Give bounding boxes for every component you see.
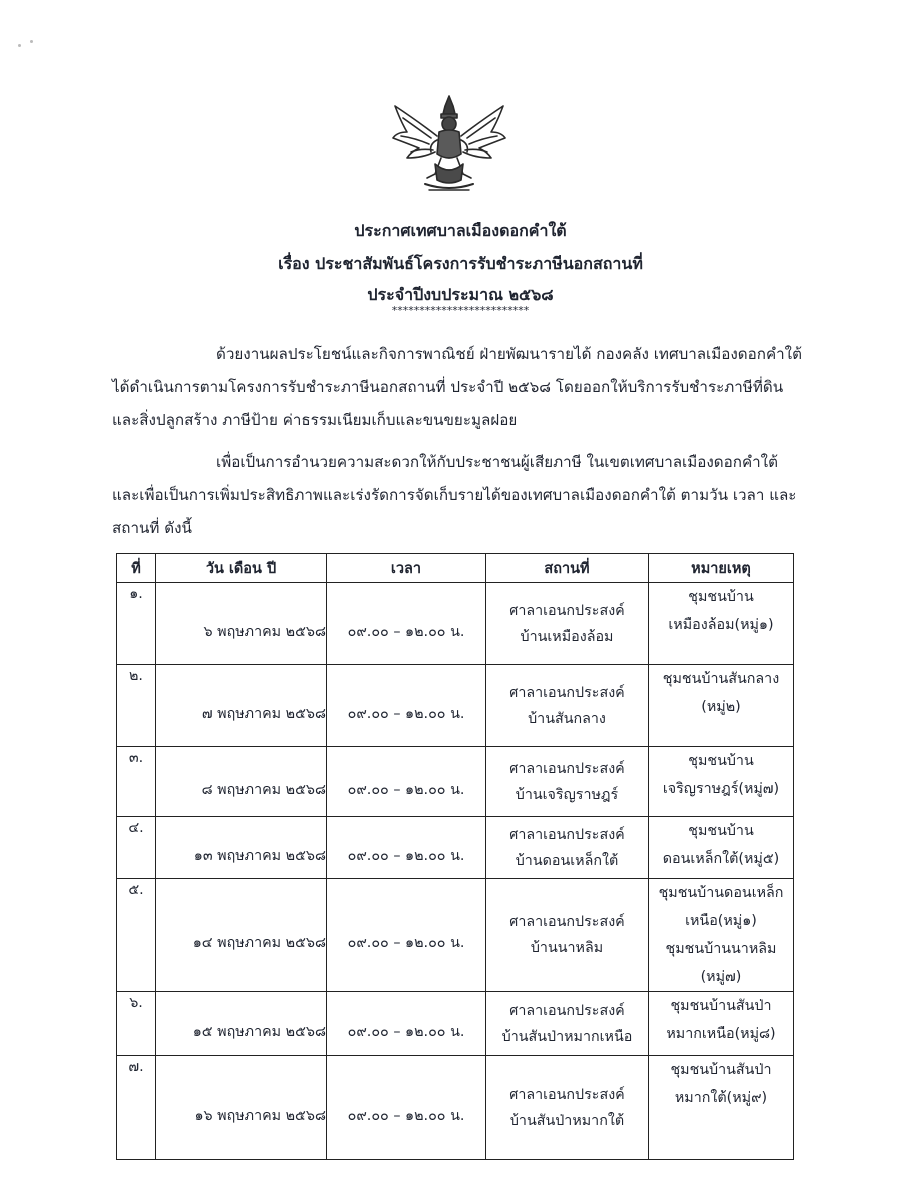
paragraph-1-text: ด้วยงานผลประโยชน์และกิจการพาณิชย์ ฝ่ายพัฒนารายได้ กองคลัง เทศบาลเมืองดอกคำใต้ ได้ดำเนินการตามโครงการรับชำระภาษีนอกสถานที่ ประจำปี ๒๕๖๘ โดยออกให้บริการรับชำระภาษีที่ดินและสิ่งปลูกสร้าง ภาษีป้าย ค่าธรรมเนียมเก็บและขนขยะมูลฝอย	[112, 345, 802, 429]
note-line-4: (หมู่๗)	[700, 969, 742, 985]
scan-speck	[18, 44, 21, 47]
row-note	[649, 1056, 794, 1160]
row-no: ๓.	[117, 747, 156, 817]
row-time	[327, 817, 486, 879]
row-time	[327, 583, 486, 665]
place-line-2: บ้านสันกลาง	[528, 710, 606, 727]
row-time	[327, 747, 486, 817]
place-line-1: ศาลาเอนกประสงค์	[509, 914, 625, 930]
row-date-text: ๗ พฤษภาคม ๒๕๖๘	[201, 705, 326, 722]
note-line-2: หมากใต้(หมู่๙)	[674, 1090, 768, 1106]
header-note: หมายเหตุ	[649, 554, 794, 583]
schedule-table	[116, 553, 794, 1160]
row-no: ๑.	[117, 583, 156, 665]
row-place	[486, 583, 649, 665]
note-line-1: ชุมชนบ้านสันป่า	[670, 998, 772, 1014]
row-date-text: ๑๓ พฤษภาคม ๒๕๖๘	[193, 847, 326, 864]
row-time	[327, 1056, 486, 1160]
note-line-3: ชุมชนบ้านนาหลิม	[665, 941, 777, 957]
place-line-2: บ้านเจริญราษฎร์	[515, 786, 619, 803]
place-line-2: บ้านนาหลิม	[530, 940, 604, 956]
row-note	[649, 879, 794, 992]
row-date	[156, 583, 327, 665]
header-no: ที่	[117, 554, 156, 583]
row-place	[486, 817, 649, 879]
place-line-2: บ้านดอนเหล็กใต้	[515, 852, 619, 869]
header-time: เวลา	[327, 554, 486, 583]
row-place	[486, 992, 649, 1056]
row-time-text: ๐๙.๐๐ – ๑๒.๐๐ น.	[347, 935, 465, 951]
paragraph-1	[112, 338, 802, 437]
place-line-1: ศาลาเอนกประสงค์	[509, 826, 625, 843]
header-date: วัน เดือน ปี	[156, 554, 327, 583]
row-no: ๕.	[117, 879, 156, 992]
paragraph-2-text: เพื่อเป็นการอำนวยความสะดวกให้กับประชาชนผู้เสียภาษี ในเขตเทศบาลเมืองดอกคำใต้ และเพื่อเป็นการเพิ่มประสิทธิภาพและเร่งรัดการจัดเก็บรายได้ของเทศบาลเมืองดอกคำใต้ ตามวัน เวลา และสถานที่ ดังนี้	[112, 453, 797, 537]
note-line-2: หมากเหนือ(หมู่๘)	[666, 1026, 776, 1042]
place-line-1: ศาลาเอนกประสงค์	[509, 1002, 625, 1019]
row-place	[486, 879, 649, 992]
header-place: สถานที่	[486, 554, 649, 583]
separator-line: *************************	[391, 304, 530, 317]
row-time-text: ๐๙.๐๐ – ๑๒.๐๐ น.	[347, 1107, 465, 1124]
row-date-text: ๖ พฤษภาคม ๒๕๖๘	[203, 623, 326, 640]
row-note	[649, 665, 794, 747]
row-time-text: ๐๙.๐๐ – ๑๒.๐๐ น.	[347, 781, 465, 798]
row-note	[649, 583, 794, 665]
table-row	[117, 583, 794, 665]
row-time-text: ๐๙.๐๐ – ๑๒.๐๐ น.	[347, 705, 465, 722]
place-line-2: บ้านเหมืองล้อม	[520, 628, 614, 645]
note-line-1: ชุมชนบ้านดอนเหล็ก	[658, 885, 784, 901]
place-line-1: ศาลาเอนกประสงค์	[509, 602, 625, 619]
row-time-text: ๐๙.๐๐ – ๑๒.๐๐ น.	[347, 847, 465, 864]
garuda-emblem-icon	[385, 92, 513, 200]
row-place	[486, 665, 649, 747]
note-line-1: ชุมชนบ้าน	[688, 589, 754, 605]
note-line-1: ชุมชนบ้าน	[688, 823, 754, 839]
note-line-2: เหมืองล้อม(หมู่๑)	[668, 617, 774, 633]
place-line-2: บ้านสันป่าหมากใต้	[509, 1112, 625, 1129]
row-date-text: ๑๖ พฤษภาคม ๒๕๖๘	[194, 1107, 326, 1124]
note-line-1: ชุมชนบ้าน	[688, 753, 754, 769]
row-place	[486, 747, 649, 817]
table-row	[117, 665, 794, 747]
place-line-1: ศาลาเอนกประสงค์	[509, 684, 625, 701]
paragraph-2	[112, 446, 802, 545]
table-header-row	[117, 554, 794, 583]
announcement-title: ประกาศเทศบาลเมืองดอกคำใต้	[354, 221, 567, 240]
place-line-1: ศาลาเอนกประสงค์	[509, 760, 625, 777]
note-line-2: เจริญราษฎร์(หมู่๗)	[662, 781, 780, 797]
table-row	[117, 817, 794, 879]
note-line-2: (หมู่๒)	[701, 699, 741, 715]
fiscal-year: ประจำปีงบประมาณ ๒๕๖๘	[367, 285, 554, 304]
row-note	[649, 817, 794, 879]
row-time-text: ๐๙.๐๐ – ๑๒.๐๐ น.	[347, 623, 465, 640]
row-time-text: ๐๙.๐๐ – ๑๒.๐๐ น.	[347, 1023, 465, 1040]
row-note	[649, 747, 794, 817]
row-time	[327, 665, 486, 747]
row-date	[156, 879, 327, 992]
row-time	[327, 992, 486, 1056]
row-date-text: ๑๕ พฤษภาคม ๒๕๖๘	[192, 1023, 326, 1040]
row-no: ๔.	[117, 817, 156, 879]
row-date	[156, 817, 327, 879]
row-no: ๒.	[117, 665, 156, 747]
scan-speck	[30, 40, 33, 43]
announcement-subject: เรื่อง ประชาสัมพันธ์โครงการรับชำระภาษีนอกสถานที่	[278, 254, 643, 273]
place-line-1: ศาลาเอนกประสงค์	[509, 1086, 625, 1103]
row-time	[327, 879, 486, 992]
table-row	[117, 1056, 794, 1160]
row-no: ๖.	[117, 992, 156, 1056]
row-date	[156, 747, 327, 817]
note-line-2: เหนือ(หมู่๑)	[685, 913, 757, 929]
table-row	[117, 992, 794, 1056]
row-date-text: ๘ พฤษภาคม ๒๕๖๘	[201, 781, 326, 798]
note-line-1: ชุมชนบ้านสันกลาง	[662, 671, 780, 687]
note-line-1: ชุมชนบ้านสันป่า	[670, 1062, 772, 1078]
row-date	[156, 1056, 327, 1160]
place-line-2: บ้านสันป่าหมากเหนือ	[501, 1028, 633, 1045]
row-no: ๗.	[117, 1056, 156, 1160]
table-row	[117, 879, 794, 992]
row-note	[649, 992, 794, 1056]
row-date	[156, 665, 327, 747]
row-date	[156, 992, 327, 1056]
row-place	[486, 1056, 649, 1160]
row-date-text: ๑๔ พฤษภาคม ๒๕๖๘	[192, 935, 326, 951]
note-line-2: ดอนเหล็กใต้(หมู่๕)	[662, 851, 780, 867]
table-row	[117, 747, 794, 817]
